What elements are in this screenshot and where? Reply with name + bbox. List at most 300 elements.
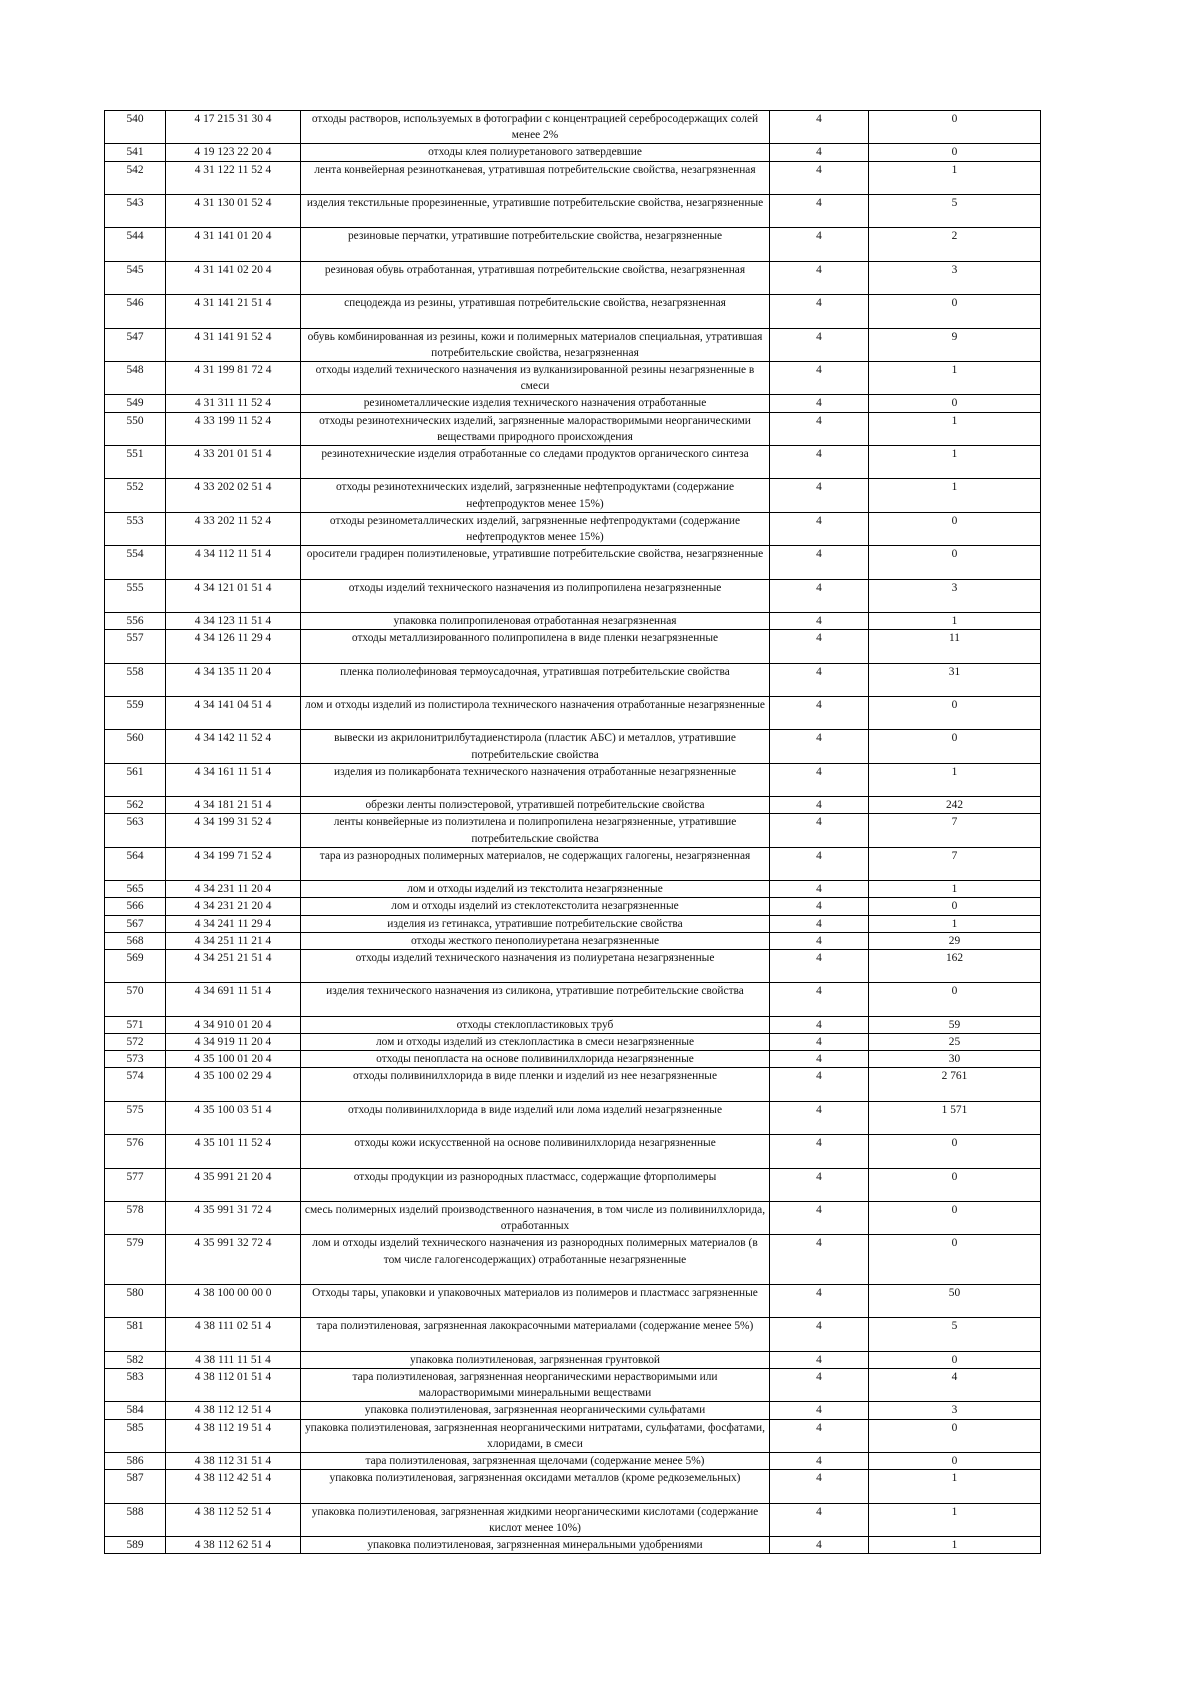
- quantity-cell: 3: [869, 261, 1041, 294]
- waste-table-body: [105, 111, 1041, 1554]
- hazard-class-cell: 4: [770, 1033, 869, 1050]
- hazard-class-cell: 4: [770, 361, 869, 394]
- hazard-class-cell: 4: [770, 1168, 869, 1201]
- row-number-cell: 587: [105, 1470, 166, 1503]
- waste-name-cell: лом и отходы изделий из полистирола технического назначения отработанные незагрязненные: [301, 696, 770, 729]
- table-row: [105, 696, 1041, 729]
- quantity-cell: 59: [869, 1016, 1041, 1033]
- waste-code-cell: 4 35 100 02 29 4: [166, 1068, 301, 1101]
- waste-name-cell: резинотехнические изделия отработанные со следами продуктов органического синтеза: [301, 445, 770, 478]
- waste-code-cell: 4 38 111 11 51 4: [166, 1351, 301, 1368]
- quantity-cell: 2 761: [869, 1068, 1041, 1101]
- waste-name-cell: пленка полиолефиновая термоусадочная, утратившая потребительские свойства: [301, 663, 770, 696]
- row-number-cell: 583: [105, 1368, 166, 1401]
- hazard-class-cell: 4: [770, 949, 869, 982]
- row-number-cell: 580: [105, 1284, 166, 1317]
- table-row: [105, 261, 1041, 294]
- hazard-class-cell: 4: [770, 612, 869, 629]
- table-row: [105, 412, 1041, 445]
- hazard-class-cell: 4: [770, 1101, 869, 1134]
- waste-code-cell: 4 34 231 11 20 4: [166, 881, 301, 898]
- waste-name-cell: тара из разнородных полимерных материалов, не содержащих галогены, незагрязненная: [301, 847, 770, 880]
- waste-name-cell: отходы резинометаллических изделий, загрязненные нефтепродуктами (содержание нефтепродуктов менее 15%): [301, 512, 770, 545]
- waste-name-cell: отходы жесткого пенополиуретана незагрязненные: [301, 932, 770, 949]
- waste-code-cell: 4 35 100 03 51 4: [166, 1101, 301, 1134]
- waste-code-cell: 4 38 111 02 51 4: [166, 1318, 301, 1351]
- hazard-class-cell: 4: [770, 512, 869, 545]
- row-number-cell: 584: [105, 1402, 166, 1419]
- quantity-cell: 162: [869, 949, 1041, 982]
- waste-name-cell: резиновая обувь отработанная, утратившая потребительские свойства, незагрязненная: [301, 261, 770, 294]
- quantity-cell: 1: [869, 763, 1041, 796]
- row-number-cell: 552: [105, 479, 166, 512]
- hazard-class-cell: 4: [770, 195, 869, 228]
- table-row: [105, 1033, 1041, 1050]
- waste-code-cell: 4 31 141 01 20 4: [166, 228, 301, 261]
- waste-code-cell: 4 35 991 31 72 4: [166, 1201, 301, 1234]
- waste-code-cell: 4 34 251 11 21 4: [166, 932, 301, 949]
- row-number-cell: 569: [105, 949, 166, 982]
- quantity-cell: 0: [869, 1135, 1041, 1168]
- waste-name-cell: отходы металлизированного полипропилена в виде пленки незагрязненные: [301, 630, 770, 663]
- row-number-cell: 543: [105, 195, 166, 228]
- waste-name-cell: отходы поливинилхлорида в виде пленки и изделий из нее незагрязненные: [301, 1068, 770, 1101]
- table-row: [105, 295, 1041, 328]
- waste-code-cell: 4 34 135 11 20 4: [166, 663, 301, 696]
- quantity-cell: 0: [869, 1419, 1041, 1452]
- row-number-cell: 548: [105, 361, 166, 394]
- hazard-class-cell: 4: [770, 630, 869, 663]
- table-row: [105, 949, 1041, 982]
- quantity-cell: 1: [869, 412, 1041, 445]
- quantity-cell: 2: [869, 228, 1041, 261]
- row-number-cell: 582: [105, 1351, 166, 1368]
- row-number-cell: 545: [105, 261, 166, 294]
- waste-name-cell: тара полиэтиленовая, загрязненная неорганическими нерастворимыми или малорастворимыми минеральными веществами: [301, 1368, 770, 1401]
- hazard-class-cell: 4: [770, 814, 869, 847]
- waste-name-cell: отходы кожи искусственной на основе поливинилхлорида незагрязненные: [301, 1135, 770, 1168]
- table-row: [105, 228, 1041, 261]
- waste-code-cell: 4 34 181 21 51 4: [166, 797, 301, 814]
- waste-code-cell: 4 34 121 01 51 4: [166, 579, 301, 612]
- row-number-cell: 559: [105, 696, 166, 729]
- table-row: [105, 797, 1041, 814]
- quantity-cell: 0: [869, 983, 1041, 1016]
- waste-code-cell: 4 38 112 01 51 4: [166, 1368, 301, 1401]
- quantity-cell: 1: [869, 1470, 1041, 1503]
- table-row: [105, 630, 1041, 663]
- table-row: [105, 1235, 1041, 1285]
- quantity-cell: 3: [869, 579, 1041, 612]
- waste-code-cell: 4 34 231 21 20 4: [166, 898, 301, 915]
- waste-name-cell: упаковка полиэтиленовая, загрязненная грунтовкой: [301, 1351, 770, 1368]
- table-row: [105, 983, 1041, 1016]
- quantity-cell: 3: [869, 1402, 1041, 1419]
- quantity-cell: 1: [869, 1536, 1041, 1553]
- row-number-cell: 588: [105, 1503, 166, 1536]
- row-number-cell: 576: [105, 1135, 166, 1168]
- hazard-class-cell: 4: [770, 1368, 869, 1401]
- quantity-cell: 1: [869, 612, 1041, 629]
- row-number-cell: 558: [105, 663, 166, 696]
- row-number-cell: 553: [105, 512, 166, 545]
- waste-name-cell: отходы резинотехнических изделий, загрязненные нефтепродуктами (содержание нефтепродуктов менее 15%): [301, 479, 770, 512]
- waste-name-cell: вывески из акрилонитрилбутадиенстирола (пластик АБС) и металлов, утратившие потребительские свойства: [301, 730, 770, 763]
- waste-code-cell: 4 38 112 62 51 4: [166, 1536, 301, 1553]
- quantity-cell: 31: [869, 663, 1041, 696]
- quantity-cell: 1: [869, 161, 1041, 194]
- row-number-cell: 568: [105, 932, 166, 949]
- waste-code-cell: 4 31 199 81 72 4: [166, 361, 301, 394]
- row-number-cell: 554: [105, 546, 166, 579]
- waste-code-cell: 4 31 311 11 52 4: [166, 395, 301, 412]
- quantity-cell: 1: [869, 361, 1041, 394]
- waste-name-cell: упаковка полиэтиленовая, загрязненная жидкими неорганическими кислотами (содержание кислот менее 10%): [301, 1503, 770, 1536]
- hazard-class-cell: 4: [770, 1536, 869, 1553]
- waste-name-cell: отходы поливинилхлорида в виде изделий или лома изделий незагрязненные: [301, 1101, 770, 1134]
- hazard-class-cell: 4: [770, 898, 869, 915]
- row-number-cell: 579: [105, 1235, 166, 1285]
- row-number-cell: 581: [105, 1318, 166, 1351]
- waste-code-cell: 4 33 201 01 51 4: [166, 445, 301, 478]
- hazard-class-cell: 4: [770, 915, 869, 932]
- hazard-class-cell: 4: [770, 445, 869, 478]
- hazard-class-cell: 4: [770, 479, 869, 512]
- hazard-class-cell: 4: [770, 1419, 869, 1452]
- waste-name-cell: лом и отходы изделий из стеклотекстолита незагрязненные: [301, 898, 770, 915]
- waste-code-cell: 4 17 215 31 30 4: [166, 111, 301, 144]
- table-row: [105, 1016, 1041, 1033]
- quantity-cell: 0: [869, 395, 1041, 412]
- hazard-class-cell: 4: [770, 328, 869, 361]
- waste-code-cell: 4 31 141 02 20 4: [166, 261, 301, 294]
- quantity-cell: 0: [869, 1168, 1041, 1201]
- waste-name-cell: упаковка полиэтиленовая, загрязненная оксидами металлов (кроме редкоземельных): [301, 1470, 770, 1503]
- table-row: [105, 898, 1041, 915]
- quantity-cell: 50: [869, 1284, 1041, 1317]
- hazard-class-cell: 4: [770, 696, 869, 729]
- waste-code-cell: 4 34 919 11 20 4: [166, 1033, 301, 1050]
- hazard-class-cell: 4: [770, 228, 869, 261]
- waste-name-cell: отходы продукции из разнородных пластмасс, содержащие фторполимеры: [301, 1168, 770, 1201]
- row-number-cell: 542: [105, 161, 166, 194]
- quantity-cell: 1 571: [869, 1101, 1041, 1134]
- row-number-cell: 571: [105, 1016, 166, 1033]
- hazard-class-cell: 4: [770, 1135, 869, 1168]
- hazard-class-cell: 4: [770, 1284, 869, 1317]
- row-number-cell: 585: [105, 1419, 166, 1452]
- quantity-cell: 1: [869, 1503, 1041, 1536]
- table-row: [105, 445, 1041, 478]
- waste-name-cell: отходы клея полиуретанового затвердевшие: [301, 144, 770, 161]
- row-number-cell: 572: [105, 1033, 166, 1050]
- hazard-class-cell: 4: [770, 579, 869, 612]
- waste-code-cell: 4 34 112 11 51 4: [166, 546, 301, 579]
- row-number-cell: 550: [105, 412, 166, 445]
- table-row: [105, 1051, 1041, 1068]
- waste-name-cell: тара полиэтиленовая, загрязненная лакокрасочными материалами (содержание менее 5%): [301, 1318, 770, 1351]
- hazard-class-cell: 4: [770, 983, 869, 1016]
- quantity-cell: 4: [869, 1368, 1041, 1401]
- waste-name-cell: Отходы тары, упаковки и упаковочных материалов из полимеров и пластмасс загрязненные: [301, 1284, 770, 1317]
- hazard-class-cell: 4: [770, 144, 869, 161]
- table-row: [105, 1201, 1041, 1234]
- hazard-class-cell: 4: [770, 1016, 869, 1033]
- waste-code-cell: 4 34 241 11 29 4: [166, 915, 301, 932]
- hazard-class-cell: 4: [770, 1318, 869, 1351]
- waste-code-cell: 4 38 112 42 51 4: [166, 1470, 301, 1503]
- row-number-cell: 573: [105, 1051, 166, 1068]
- row-number-cell: 570: [105, 983, 166, 1016]
- row-number-cell: 565: [105, 881, 166, 898]
- waste-code-cell: 4 34 910 01 20 4: [166, 1016, 301, 1033]
- table-row: [105, 579, 1041, 612]
- waste-code-cell: 4 35 101 11 52 4: [166, 1135, 301, 1168]
- table-row: [105, 195, 1041, 228]
- waste-name-cell: упаковка полипропиленовая отработанная незагрязненная: [301, 612, 770, 629]
- quantity-cell: 9: [869, 328, 1041, 361]
- waste-name-cell: отходы растворов, используемых в фотографии с концентрацией серебросодержащих солей менее 2%: [301, 111, 770, 144]
- quantity-cell: 0: [869, 1351, 1041, 1368]
- quantity-cell: 0: [869, 1452, 1041, 1469]
- table-row: [105, 144, 1041, 161]
- hazard-class-cell: 4: [770, 1351, 869, 1368]
- waste-name-cell: упаковка полиэтиленовая, загрязненная неорганическими сульфатами: [301, 1402, 770, 1419]
- waste-name-cell: изделия из поликарбоната технического назначения отработанные незагрязненные: [301, 763, 770, 796]
- waste-name-cell: отходы изделий технического назначения из вулканизированной резины незагрязненные в смеси: [301, 361, 770, 394]
- waste-code-cell: 4 38 112 52 51 4: [166, 1503, 301, 1536]
- row-number-cell: 567: [105, 915, 166, 932]
- waste-name-cell: лом и отходы изделий технического назначения из разнородных полимерных материалов (в том числе галогенсодержащих) отработанные незагрязненные: [301, 1235, 770, 1285]
- waste-name-cell: резинометаллические изделия технического назначения отработанные: [301, 395, 770, 412]
- row-number-cell: 549: [105, 395, 166, 412]
- waste-name-cell: отходы резинотехнических изделий, загрязненные малорастворимыми неорганическими веществами природного происхождения: [301, 412, 770, 445]
- row-number-cell: 578: [105, 1201, 166, 1234]
- table-row: [105, 1284, 1041, 1317]
- waste-name-cell: отходы изделий технического назначения из полиуретана незагрязненные: [301, 949, 770, 982]
- quantity-cell: 11: [869, 630, 1041, 663]
- table-row: [105, 1318, 1041, 1351]
- waste-code-cell: 4 34 251 21 51 4: [166, 949, 301, 982]
- waste-code-cell: 4 33 199 11 52 4: [166, 412, 301, 445]
- waste-code-cell: 4 38 112 19 51 4: [166, 1419, 301, 1452]
- table-row: [105, 881, 1041, 898]
- row-number-cell: 551: [105, 445, 166, 478]
- quantity-cell: 29: [869, 932, 1041, 949]
- waste-name-cell: обрезки ленты полиэстеровой, утратившей потребительские свойства: [301, 797, 770, 814]
- table-row: [105, 612, 1041, 629]
- table-row: [105, 1068, 1041, 1101]
- table-row: [105, 1351, 1041, 1368]
- quantity-cell: 5: [869, 195, 1041, 228]
- table-row: [105, 1101, 1041, 1134]
- row-number-cell: 575: [105, 1101, 166, 1134]
- hazard-class-cell: 4: [770, 730, 869, 763]
- hazard-class-cell: 4: [770, 546, 869, 579]
- waste-code-cell: 4 34 142 11 52 4: [166, 730, 301, 763]
- waste-name-cell: упаковка полиэтиленовая, загрязненная неорганическими нитратами, сульфатами, фосфатами, хлоридами, в смеси: [301, 1419, 770, 1452]
- quantity-cell: 25: [869, 1033, 1041, 1050]
- row-number-cell: 577: [105, 1168, 166, 1201]
- waste-code-cell: 4 19 123 22 20 4: [166, 144, 301, 161]
- quantity-cell: 0: [869, 295, 1041, 328]
- table-row: [105, 1168, 1041, 1201]
- row-number-cell: 562: [105, 797, 166, 814]
- table-row: [105, 328, 1041, 361]
- waste-code-cell: 4 34 141 04 51 4: [166, 696, 301, 729]
- quantity-cell: 30: [869, 1051, 1041, 1068]
- waste-code-cell: 4 34 691 11 51 4: [166, 983, 301, 1016]
- row-number-cell: 574: [105, 1068, 166, 1101]
- waste-name-cell: лом и отходы изделий из стеклопластика в смеси незагрязненные: [301, 1033, 770, 1050]
- waste-code-cell: 4 35 991 21 20 4: [166, 1168, 301, 1201]
- hazard-class-cell: 4: [770, 932, 869, 949]
- row-number-cell: 540: [105, 111, 166, 144]
- hazard-class-cell: 4: [770, 1402, 869, 1419]
- waste-name-cell: лента конвейерная резинотканевая, утратившая потребительские свойства, незагрязненная: [301, 161, 770, 194]
- quantity-cell: 0: [869, 111, 1041, 144]
- hazard-class-cell: 4: [770, 1068, 869, 1101]
- table-row: [105, 111, 1041, 144]
- waste-code-cell: 4 31 130 01 52 4: [166, 195, 301, 228]
- row-number-cell: 566: [105, 898, 166, 915]
- table-row: [105, 763, 1041, 796]
- waste-name-cell: оросители градирен полиэтиленовые, утратившие потребительские свойства, незагрязненные: [301, 546, 770, 579]
- row-number-cell: 546: [105, 295, 166, 328]
- hazard-class-cell: 4: [770, 1452, 869, 1469]
- waste-code-cell: 4 34 199 71 52 4: [166, 847, 301, 880]
- quantity-cell: 0: [869, 730, 1041, 763]
- quantity-cell: 1: [869, 445, 1041, 478]
- table-row: [105, 915, 1041, 932]
- row-number-cell: 564: [105, 847, 166, 880]
- table-row: [105, 161, 1041, 194]
- quantity-cell: 0: [869, 1201, 1041, 1234]
- row-number-cell: 544: [105, 228, 166, 261]
- hazard-class-cell: 4: [770, 797, 869, 814]
- hazard-class-cell: 4: [770, 881, 869, 898]
- quantity-cell: 242: [869, 797, 1041, 814]
- table-row: [105, 1402, 1041, 1419]
- quantity-cell: 0: [869, 546, 1041, 579]
- hazard-class-cell: 4: [770, 763, 869, 796]
- table-row: [105, 512, 1041, 545]
- table-row: [105, 1536, 1041, 1553]
- row-number-cell: 589: [105, 1536, 166, 1553]
- table-row: [105, 1470, 1041, 1503]
- quantity-cell: 0: [869, 898, 1041, 915]
- hazard-class-cell: 4: [770, 111, 869, 144]
- row-number-cell: 563: [105, 814, 166, 847]
- table-row: [105, 1419, 1041, 1452]
- quantity-cell: 7: [869, 847, 1041, 880]
- waste-name-cell: резиновые перчатки, утратившие потребительские свойства, незагрязненные: [301, 228, 770, 261]
- waste-code-cell: 4 34 199 31 52 4: [166, 814, 301, 847]
- row-number-cell: 541: [105, 144, 166, 161]
- table-row: [105, 395, 1041, 412]
- hazard-class-cell: 4: [770, 1235, 869, 1285]
- table-row: [105, 847, 1041, 880]
- waste-code-cell: 4 33 202 11 52 4: [166, 512, 301, 545]
- waste-code-cell: 4 38 112 31 51 4: [166, 1452, 301, 1469]
- table-row: [105, 730, 1041, 763]
- table-row: [105, 663, 1041, 696]
- waste-name-cell: отходы пенопласта на основе поливинилхлорида незагрязненные: [301, 1051, 770, 1068]
- hazard-class-cell: 4: [770, 261, 869, 294]
- waste-code-cell: 4 35 100 01 20 4: [166, 1051, 301, 1068]
- waste-name-cell: спецодежда из резины, утратившая потребительские свойства, незагрязненная: [301, 295, 770, 328]
- waste-code-cell: 4 31 122 11 52 4: [166, 161, 301, 194]
- quantity-cell: 0: [869, 512, 1041, 545]
- waste-name-cell: упаковка полиэтиленовая, загрязненная минеральными удобрениями: [301, 1536, 770, 1553]
- waste-name-cell: тара полиэтиленовая, загрязненная щелочами (содержание менее 5%): [301, 1452, 770, 1469]
- quantity-cell: 1: [869, 479, 1041, 512]
- table-row: [105, 1135, 1041, 1168]
- hazard-class-cell: 4: [770, 847, 869, 880]
- waste-code-cell: 4 33 202 02 51 4: [166, 479, 301, 512]
- waste-name-cell: смесь полимерных изделий производственного назначения, в том числе из поливинилхлорида, отработанных: [301, 1201, 770, 1234]
- hazard-class-cell: 4: [770, 1503, 869, 1536]
- waste-name-cell: отходы стеклопластиковых труб: [301, 1016, 770, 1033]
- table-row: [105, 1368, 1041, 1401]
- hazard-class-cell: 4: [770, 663, 869, 696]
- quantity-cell: 0: [869, 144, 1041, 161]
- waste-code-cell: 4 31 141 21 51 4: [166, 295, 301, 328]
- quantity-cell: 1: [869, 915, 1041, 932]
- hazard-class-cell: 4: [770, 395, 869, 412]
- row-number-cell: 560: [105, 730, 166, 763]
- table-row: [105, 1503, 1041, 1536]
- hazard-class-cell: 4: [770, 1201, 869, 1234]
- row-number-cell: 555: [105, 579, 166, 612]
- waste-code-cell: 4 35 991 32 72 4: [166, 1235, 301, 1285]
- row-number-cell: 547: [105, 328, 166, 361]
- quantity-cell: 0: [869, 696, 1041, 729]
- hazard-class-cell: 4: [770, 1051, 869, 1068]
- waste-name-cell: лом и отходы изделий из текстолита незагрязненные: [301, 881, 770, 898]
- waste-name-cell: изделия текстильные прорезиненные, утратившие потребительские свойства, незагрязненные: [301, 195, 770, 228]
- table-row: [105, 1452, 1041, 1469]
- waste-code-cell: 4 38 100 00 00 0: [166, 1284, 301, 1317]
- waste-code-cell: 4 31 141 91 52 4: [166, 328, 301, 361]
- waste-code-cell: 4 34 161 11 51 4: [166, 763, 301, 796]
- waste-code-cell: 4 34 123 11 51 4: [166, 612, 301, 629]
- table-row: [105, 361, 1041, 394]
- waste-name-cell: ленты конвейерные из полиэтилена и полипропилена незагрязненные, утратившие потребительские свойства: [301, 814, 770, 847]
- table-row: [105, 814, 1041, 847]
- waste-name-cell: обувь комбинированная из резины, кожи и полимерных материалов специальная, утратившая потребительские свойства, незагрязненная: [301, 328, 770, 361]
- hazard-class-cell: 4: [770, 161, 869, 194]
- row-number-cell: 586: [105, 1452, 166, 1469]
- waste-name-cell: изделия из гетинакса, утратившие потребительские свойства: [301, 915, 770, 932]
- table-row: [105, 479, 1041, 512]
- waste-table: [104, 110, 1041, 1554]
- waste-name-cell: отходы изделий технического назначения из полипропилена незагрязненные: [301, 579, 770, 612]
- quantity-cell: 0: [869, 1235, 1041, 1285]
- row-number-cell: 561: [105, 763, 166, 796]
- row-number-cell: 557: [105, 630, 166, 663]
- hazard-class-cell: 4: [770, 295, 869, 328]
- waste-code-cell: 4 38 112 12 51 4: [166, 1402, 301, 1419]
- quantity-cell: 1: [869, 881, 1041, 898]
- table-row: [105, 546, 1041, 579]
- hazard-class-cell: 4: [770, 412, 869, 445]
- row-number-cell: 556: [105, 612, 166, 629]
- hazard-class-cell: 4: [770, 1470, 869, 1503]
- quantity-cell: 5: [869, 1318, 1041, 1351]
- quantity-cell: 7: [869, 814, 1041, 847]
- table-row: [105, 932, 1041, 949]
